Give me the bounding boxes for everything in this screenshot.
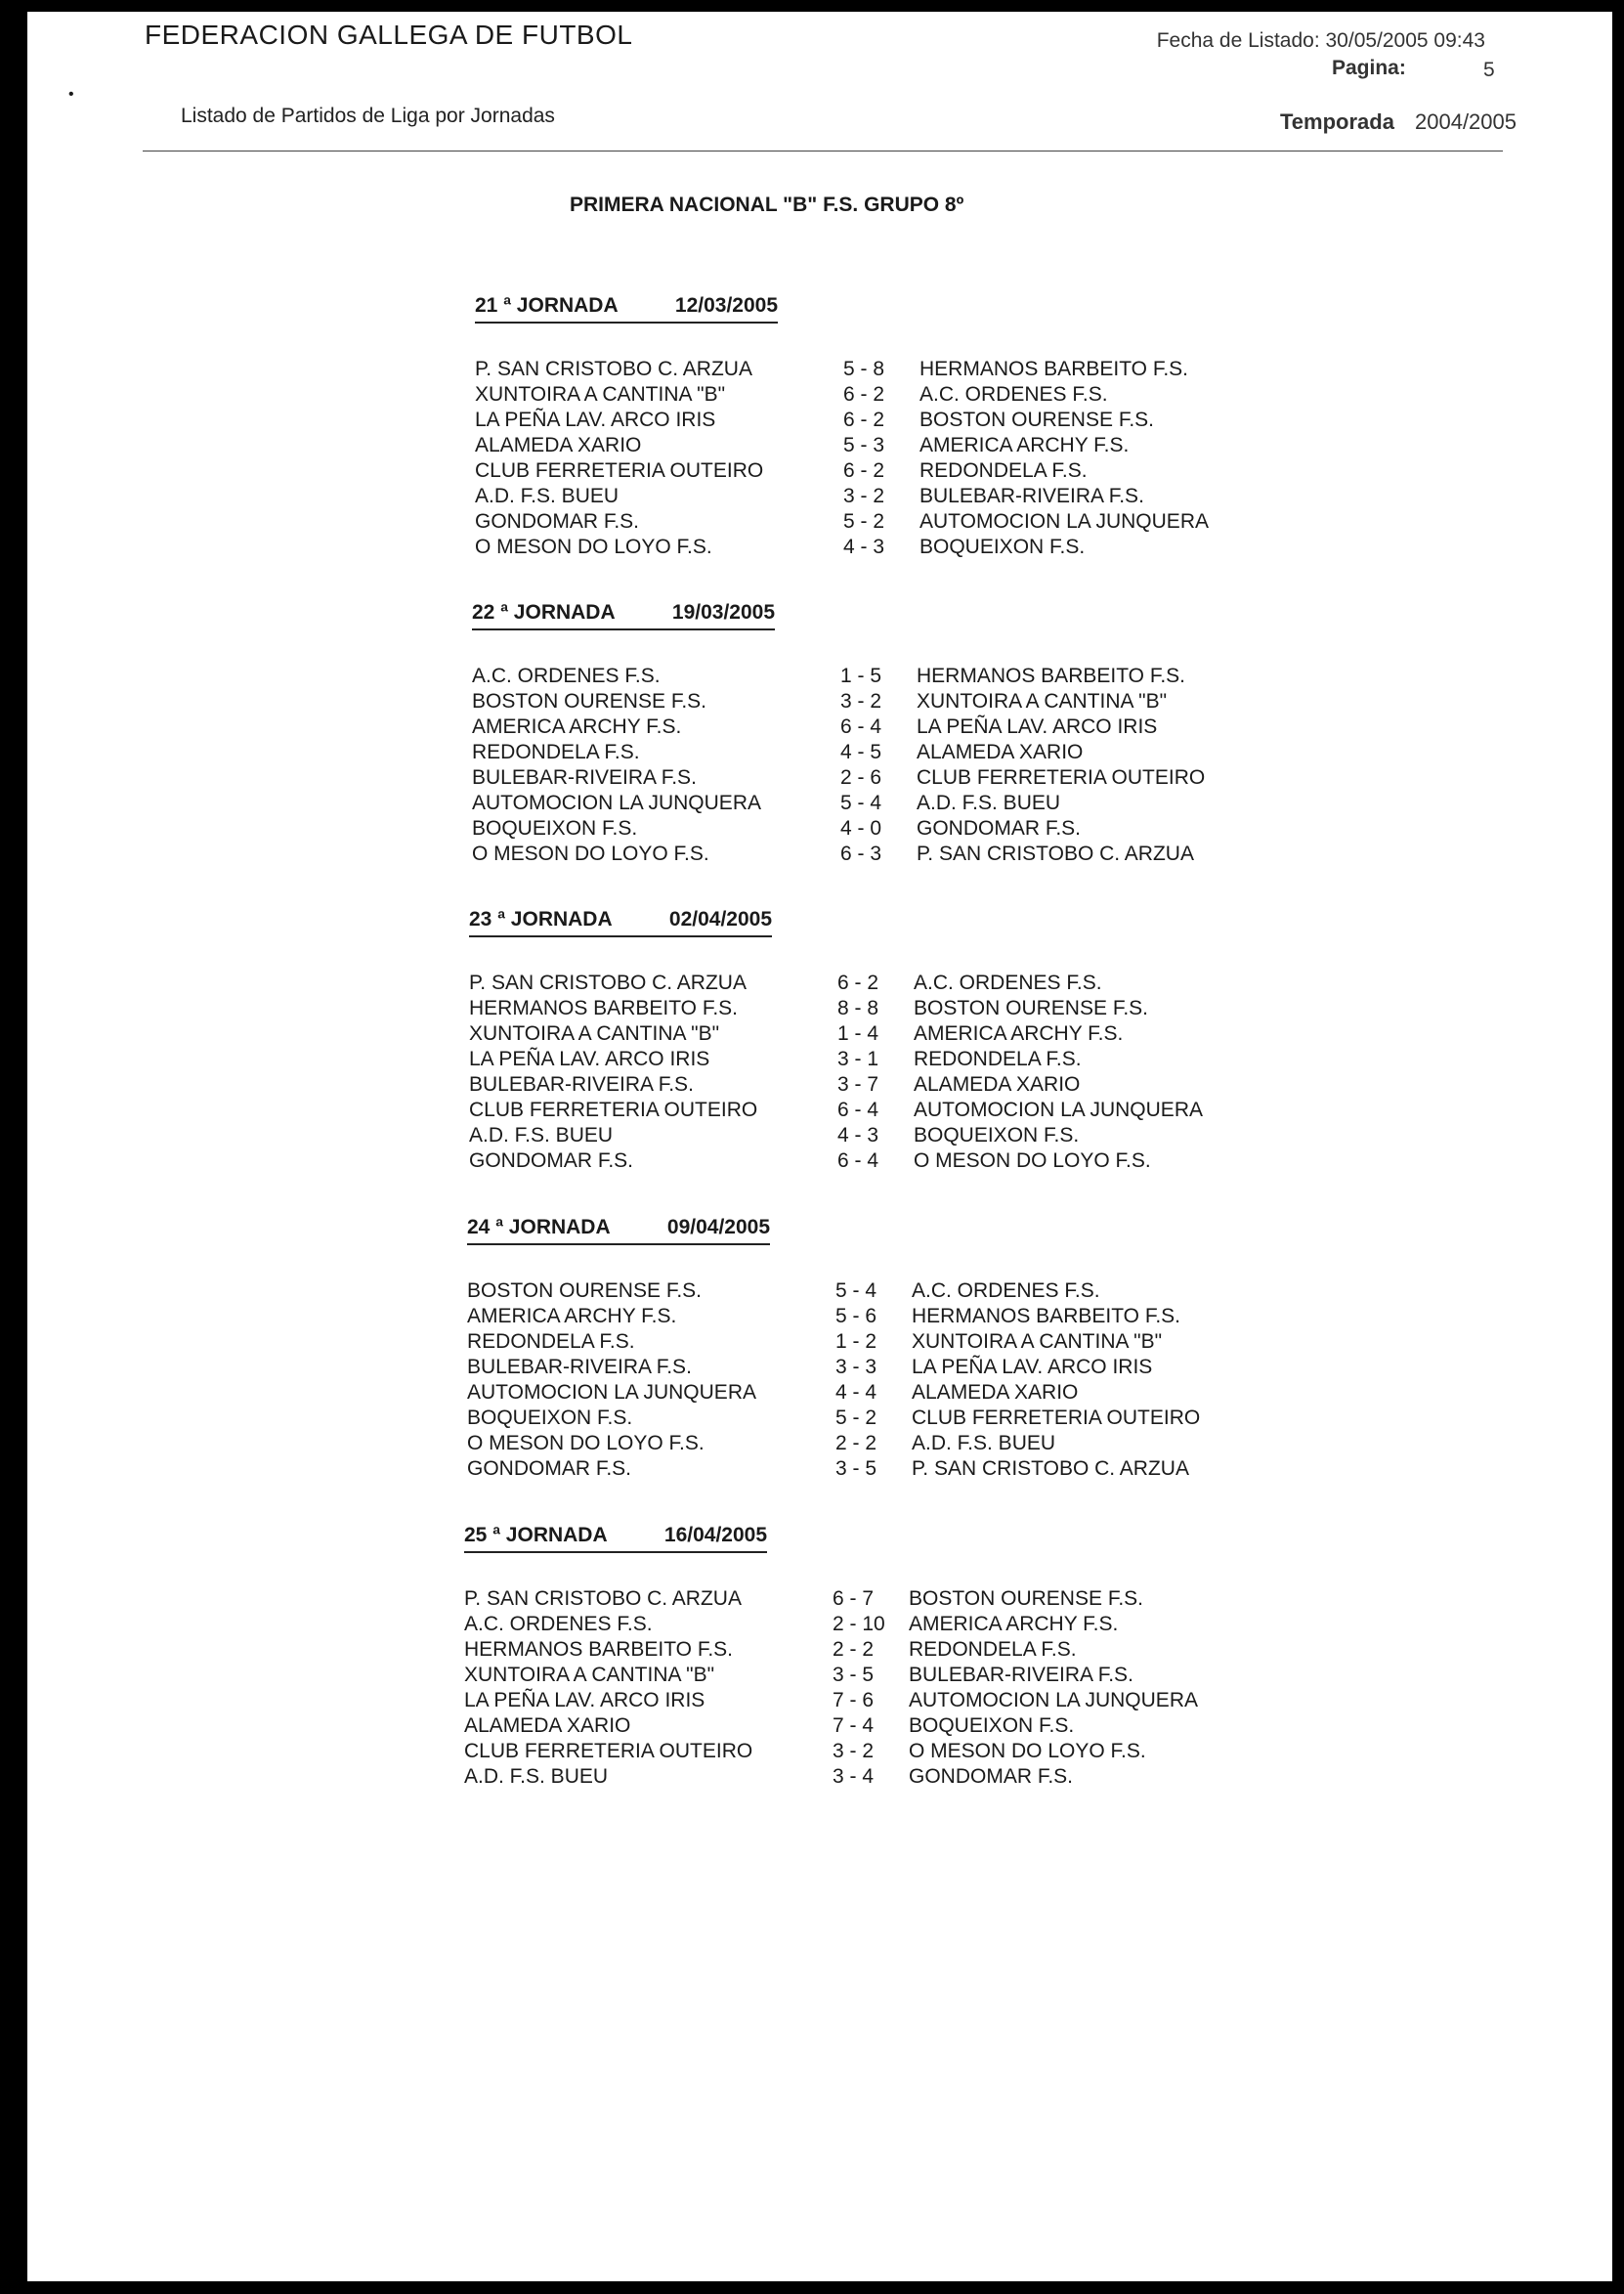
away-team: O MESON DO LOYO F.S. xyxy=(914,1149,1151,1172)
home-team: GONDOMAR F.S. xyxy=(475,510,640,533)
home-team: O MESON DO LOYO F.S. xyxy=(472,843,709,865)
away-team: HERMANOS BARBEITO F.S. xyxy=(917,665,1185,687)
home-team: P. SAN CRISTOBO C. ARZUA xyxy=(469,972,747,994)
away-team: REDONDELA F.S. xyxy=(914,1048,1082,1070)
match-score: 4 - 0 xyxy=(840,817,882,840)
away-team: A.D. F.S. BUEU xyxy=(912,1432,1056,1454)
away-team: A.D. F.S. BUEU xyxy=(917,792,1061,814)
jornada-title: 24 ª JORNADA xyxy=(467,1216,611,1238)
match-score: 1 - 5 xyxy=(840,665,882,687)
jornada-title: 21 ª JORNADA xyxy=(475,294,619,317)
jornada-date: 12/03/2005 xyxy=(674,294,778,317)
home-team: CLUB FERRETERIA OUTEIRO xyxy=(469,1099,758,1121)
away-team: AMERICA ARCHY F.S. xyxy=(909,1613,1119,1635)
home-team: AMERICA ARCHY F.S. xyxy=(472,715,682,738)
home-team: GONDOMAR F.S. xyxy=(467,1457,632,1480)
home-team: AUTOMOCION LA JUNQUERA xyxy=(467,1381,756,1404)
match-score: 5 - 2 xyxy=(835,1407,877,1429)
away-team: GONDOMAR F.S. xyxy=(909,1765,1074,1788)
home-team: A.C. ORDENES F.S. xyxy=(464,1613,653,1635)
away-team: BULEBAR-RIVEIRA F.S. xyxy=(919,485,1144,507)
season-label: Temporada xyxy=(1280,109,1394,134)
match-score: 1 - 4 xyxy=(837,1022,879,1045)
home-team: LA PEÑA LAV. ARCO IRIS xyxy=(469,1048,710,1070)
away-team: BOQUEIXON F.S. xyxy=(919,536,1086,558)
match-score: 2 - 10 xyxy=(833,1613,885,1635)
bullet-mark: • xyxy=(68,86,74,103)
match-score: 6 - 2 xyxy=(843,409,885,431)
home-team: HERMANOS BARBEITO F.S. xyxy=(464,1638,733,1661)
home-team: CLUB FERRETERIA OUTEIRO xyxy=(475,459,764,482)
match-score: 6 - 7 xyxy=(833,1587,875,1610)
match-score: 1 - 2 xyxy=(835,1330,877,1353)
match-score: 5 - 8 xyxy=(843,358,885,380)
jornada-header xyxy=(472,601,775,630)
match-score: 6 - 2 xyxy=(837,972,879,994)
match-score: 3 - 2 xyxy=(833,1740,875,1762)
away-team: AUTOMOCION LA JUNQUERA xyxy=(919,510,1209,533)
match-score: 4 - 3 xyxy=(843,536,885,558)
match-score: 3 - 1 xyxy=(837,1048,879,1070)
away-team: REDONDELA F.S. xyxy=(919,459,1088,482)
away-team: BOQUEIXON F.S. xyxy=(914,1124,1080,1147)
away-team: BOQUEIXON F.S. xyxy=(909,1714,1075,1737)
home-team: A.D. F.S. BUEU xyxy=(464,1765,609,1788)
jornada-title: 22 ª JORNADA xyxy=(472,601,616,624)
away-team: CLUB FERRETERIA OUTEIRO xyxy=(917,766,1206,789)
home-team: XUNTOIRA A CANTINA "B" xyxy=(469,1022,720,1045)
home-team: BULEBAR-RIVEIRA F.S. xyxy=(469,1073,694,1096)
match-score: 3 - 2 xyxy=(840,690,882,713)
away-team: LA PEÑA LAV. ARCO IRIS xyxy=(912,1356,1153,1378)
away-team: A.C. ORDENES F.S. xyxy=(919,383,1108,406)
match-score: 7 - 6 xyxy=(833,1689,875,1711)
home-team: AMERICA ARCHY F.S. xyxy=(467,1305,677,1327)
match-score: 6 - 4 xyxy=(837,1099,879,1121)
match-score: 5 - 2 xyxy=(843,510,885,533)
away-team: LA PEÑA LAV. ARCO IRIS xyxy=(917,715,1158,738)
away-team: O MESON DO LOYO F.S. xyxy=(909,1740,1146,1762)
home-team: P. SAN CRISTOBO C. ARZUA xyxy=(475,358,752,380)
match-score: 3 - 5 xyxy=(835,1457,877,1480)
match-score: 2 - 2 xyxy=(833,1638,875,1661)
match-score: 2 - 6 xyxy=(840,766,882,789)
home-team: LA PEÑA LAV. ARCO IRIS xyxy=(464,1689,705,1711)
home-team: BULEBAR-RIVEIRA F.S. xyxy=(472,766,697,789)
match-score: 5 - 4 xyxy=(835,1279,877,1302)
document-page xyxy=(27,12,1612,2281)
jornada-header xyxy=(475,294,778,324)
match-score: 2 - 2 xyxy=(835,1432,877,1454)
home-team: XUNTOIRA A CANTINA "B" xyxy=(464,1664,715,1686)
away-team: GONDOMAR F.S. xyxy=(917,817,1082,840)
match-score: 3 - 7 xyxy=(837,1073,879,1096)
home-team: GONDOMAR F.S. xyxy=(469,1149,634,1172)
home-team: A.C. ORDENES F.S. xyxy=(472,665,661,687)
home-team: AUTOMOCION LA JUNQUERA xyxy=(472,792,761,814)
match-score: 6 - 4 xyxy=(840,715,882,738)
jornada-date: 19/03/2005 xyxy=(671,601,775,624)
jornada-header xyxy=(464,1524,767,1553)
page-number: 5 xyxy=(1483,59,1495,81)
match-score: 5 - 6 xyxy=(835,1305,877,1327)
match-score: 3 - 3 xyxy=(835,1356,877,1378)
match-score: 8 - 8 xyxy=(837,997,879,1019)
home-team: O MESON DO LOYO F.S. xyxy=(475,536,712,558)
season-value: 2004/2005 xyxy=(1415,109,1517,134)
home-team: REDONDELA F.S. xyxy=(472,741,640,763)
jornada-header xyxy=(469,908,772,937)
report-subtitle: Listado de Partidos de Liga por Jornadas xyxy=(181,105,555,127)
away-team: HERMANOS BARBEITO F.S. xyxy=(912,1305,1180,1327)
match-score: 7 - 4 xyxy=(833,1714,875,1737)
home-team: ALAMEDA XARIO xyxy=(475,434,642,456)
away-team: REDONDELA F.S. xyxy=(909,1638,1077,1661)
away-team: AUTOMOCION LA JUNQUERA xyxy=(909,1689,1198,1711)
away-team: P. SAN CRISTOBO C. ARZUA xyxy=(917,843,1194,865)
match-score: 6 - 2 xyxy=(843,383,885,406)
home-team: BOSTON OURENSE F.S. xyxy=(472,690,706,713)
match-score: 4 - 4 xyxy=(835,1381,877,1404)
away-team: XUNTOIRA A CANTINA "B" xyxy=(912,1330,1163,1353)
home-team: XUNTOIRA A CANTINA "B" xyxy=(475,383,726,406)
home-team: A.D. F.S. BUEU xyxy=(469,1124,614,1147)
away-team: ALAMEDA XARIO xyxy=(912,1381,1079,1404)
jornada-title: 23 ª JORNADA xyxy=(469,908,613,931)
home-team: ALAMEDA XARIO xyxy=(464,1714,631,1737)
away-team: XUNTOIRA A CANTINA "B" xyxy=(917,690,1168,713)
home-team: BOQUEIXON F.S. xyxy=(467,1407,633,1429)
match-score: 4 - 5 xyxy=(840,741,882,763)
away-team: BOSTON OURENSE F.S. xyxy=(909,1587,1143,1610)
away-team: ALAMEDA XARIO xyxy=(914,1073,1081,1096)
jornada-header xyxy=(467,1216,770,1245)
home-team: O MESON DO LOYO F.S. xyxy=(467,1432,705,1454)
match-score: 5 - 3 xyxy=(843,434,885,456)
away-team: A.C. ORDENES F.S. xyxy=(914,972,1102,994)
away-team: AMERICA ARCHY F.S. xyxy=(919,434,1130,456)
away-team: BOSTON OURENSE F.S. xyxy=(914,997,1148,1019)
match-score: 6 - 2 xyxy=(843,459,885,482)
match-score: 6 - 3 xyxy=(840,843,882,865)
away-team: CLUB FERRETERIA OUTEIRO xyxy=(912,1407,1201,1429)
listing-date: Fecha de Listado: 30/05/2005 09:43 xyxy=(1156,29,1485,52)
jornada-title: 25 ª JORNADA xyxy=(464,1524,608,1546)
home-team: HERMANOS BARBEITO F.S. xyxy=(469,997,738,1019)
away-team: AMERICA ARCHY F.S. xyxy=(914,1022,1124,1045)
match-score: 3 - 5 xyxy=(833,1664,875,1686)
away-team: P. SAN CRISTOBO C. ARZUA xyxy=(912,1457,1189,1480)
page-label: Pagina: xyxy=(1332,57,1406,79)
home-team: P. SAN CRISTOBO C. ARZUA xyxy=(464,1587,742,1610)
away-team: A.C. ORDENES F.S. xyxy=(912,1279,1100,1302)
home-team: REDONDELA F.S. xyxy=(467,1330,635,1353)
home-team: LA PEÑA LAV. ARCO IRIS xyxy=(475,409,716,431)
home-team: A.D. F.S. BUEU xyxy=(475,485,620,507)
home-team: CLUB FERRETERIA OUTEIRO xyxy=(464,1740,753,1762)
match-score: 5 - 4 xyxy=(840,792,882,814)
match-score: 3 - 2 xyxy=(843,485,885,507)
jornada-date: 09/04/2005 xyxy=(666,1216,770,1238)
org-title: FEDERACION GALLEGA DE FUTBOL xyxy=(145,20,633,50)
jornada-date: 02/04/2005 xyxy=(668,908,772,931)
away-team: HERMANOS BARBEITO F.S. xyxy=(919,358,1188,380)
home-team: BOQUEIXON F.S. xyxy=(472,817,638,840)
league-title: PRIMERA NACIONAL "B" F.S. GRUPO 8º xyxy=(570,194,964,216)
match-score: 6 - 4 xyxy=(837,1149,879,1172)
match-score: 3 - 4 xyxy=(833,1765,875,1788)
away-team: BULEBAR-RIVEIRA F.S. xyxy=(909,1664,1133,1686)
home-team: BULEBAR-RIVEIRA F.S. xyxy=(467,1356,692,1378)
jornada-date: 16/04/2005 xyxy=(663,1524,767,1546)
away-team: BOSTON OURENSE F.S. xyxy=(919,409,1154,431)
away-team: ALAMEDA XARIO xyxy=(917,741,1084,763)
away-team: AUTOMOCION LA JUNQUERA xyxy=(914,1099,1203,1121)
home-team: BOSTON OURENSE F.S. xyxy=(467,1279,702,1302)
match-score: 4 - 3 xyxy=(837,1124,879,1147)
